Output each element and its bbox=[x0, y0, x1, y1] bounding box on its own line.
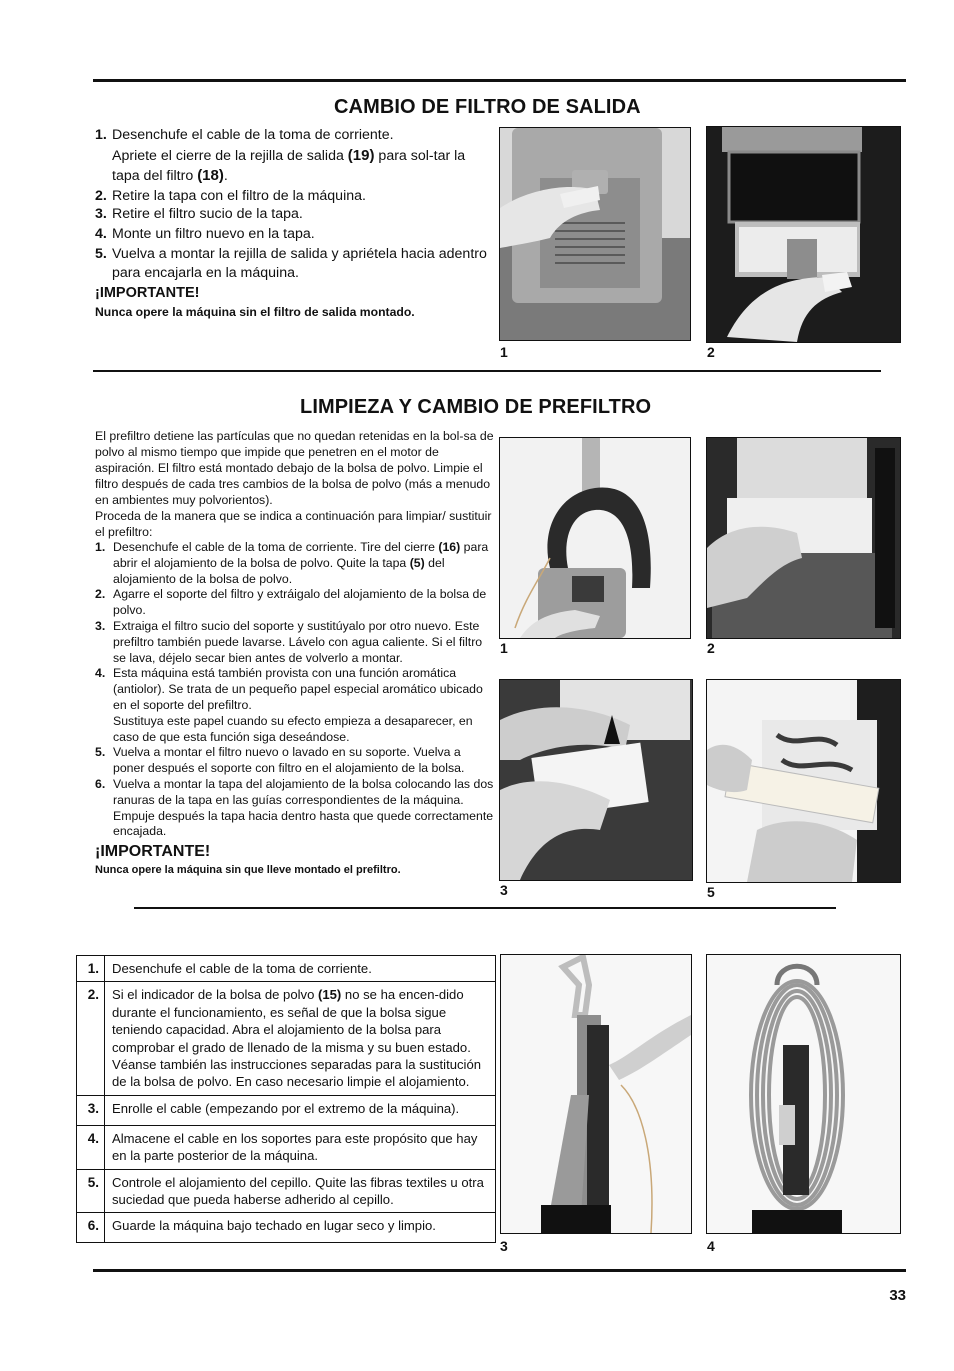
top-rule bbox=[93, 79, 906, 82]
photo-label: 2 bbox=[707, 344, 715, 360]
important-heading: ¡IMPORTANTE! bbox=[95, 843, 211, 860]
part-reference: (5) bbox=[409, 555, 425, 570]
photo-stored-cable bbox=[706, 954, 901, 1234]
table-row: 2. Si el indicador de la bolsa de polvo (15) no se ha encen-dido durante el funcionamiento, es señal de que la bolsa sigue teniendo capacidad. Abra el alojamiento de la bolsa para comprobar el grado de llenado de la misma y su buen estado. Véanse también las instrucciones separadas para la sustitución de la bolsa de polvo. En caso necesario limpie el alojamiento. bbox=[77, 982, 496, 1095]
list-item: 2. Agarre el soporte del filtro y extráigalo del alojamiento de la bolsa de polvo. bbox=[95, 587, 487, 618]
table-row: 5. Controle el alojamiento del cepillo. Quite las fibras textiles u otra suciedad que pueda haberse adherido al cepillo. bbox=[77, 1169, 496, 1213]
photo-wind-cable bbox=[500, 954, 692, 1234]
outlet-filter-steps bbox=[95, 126, 495, 284]
part-reference: (18) bbox=[197, 167, 224, 185]
photo-label: 1 bbox=[500, 640, 508, 656]
photo-label: 5 bbox=[707, 884, 715, 900]
part-reference: (15) bbox=[318, 987, 342, 1003]
part-reference: (19) bbox=[347, 146, 375, 164]
list-item: 2. Retire la tapa con el filtro de la máquina. bbox=[95, 187, 366, 204]
list-item: 5. Vuelva a montar la rejilla de salida y apriétela hacia adentro para encajarla en la máquina. bbox=[95, 245, 487, 282]
photo-label: 3 bbox=[500, 1238, 508, 1254]
list-item: 6. Vuelva a montar la tapa del alojamiento de la bolsa colocando las dos ranuras de la tapa en las guías correspondientes de la máquina. Empuje después la tapa hacia dentro hasta que quede correctamente encajada. bbox=[95, 776, 494, 839]
important-heading: ¡IMPORTANTE! bbox=[95, 285, 200, 301]
section-divider bbox=[134, 907, 836, 909]
list-item: 1. Desenchufe el cable de la toma de corriente. Apriete el cierre de la rejilla de salida (19) para sol-tar la tapa del filtro (18). bbox=[95, 127, 466, 185]
section-divider bbox=[93, 370, 881, 372]
list-item: 1. Desenchufe el cable de la toma de corriente. Tire del cierre (16) para abrir el alojamiento de la bolsa de polvo. Quite la tapa (5) del alojamiento de la bolsa de polvo. bbox=[95, 540, 489, 586]
bottom-rule bbox=[93, 1269, 906, 1272]
photo-filter-holder bbox=[706, 437, 901, 639]
list-item: 4. Monte un filtro nuevo en la tapa. bbox=[95, 225, 315, 242]
table-row: 1. Desenchufe el cable de la toma de corriente. bbox=[77, 956, 496, 982]
table-row: 6. Guarde la máquina bajo techado en lugar seco y limpio. bbox=[77, 1213, 496, 1243]
prefilter-steps bbox=[95, 540, 495, 840]
photo-label: 2 bbox=[707, 640, 715, 656]
important-note: Nunca opere la máquina sin que lleve montado el prefiltro. bbox=[95, 864, 401, 876]
photo-bag-housing-latch bbox=[499, 437, 691, 639]
list-item: 4. Esta máquina está también provista con una función aromática (antiolor). Se trata de un pequeño papel especial aromático ubicado en el soporte del prefiltro. Sustituya este papel cuando su efecto empieza a desaparecer, en caso de que esta función siga deseándose. bbox=[95, 666, 483, 744]
photo-filter-cover bbox=[706, 126, 901, 343]
page-number: 33 bbox=[889, 1287, 906, 1304]
photo-label: 3 bbox=[500, 882, 508, 898]
photo-label: 1 bbox=[500, 344, 508, 360]
list-item: 3. Extraiga el filtro sucio del soporte y sustitúyalo por otro nuevo. Este prefiltro también puede lavarse. Lávelo con agua caliente. Si el filtro se lava, déjelo secar bien antes de volverlo a montar. bbox=[95, 618, 483, 665]
list-item: 5. Vuelva a montar el filtro nuevo o lavado en su soporte. Vuelva a poner después el soporte con filtro en el alojamiento de la bolsa. bbox=[95, 745, 465, 776]
prefilter-intro: El prefiltro detiene las partículas que no quedan retenidas en la bol-sa de polvo al mismo tiempo que impide que penetren en el motor de aspiración. El filtro está montado debajo de la bolsa de polvo. Limpie el filtro después de cada tres cambios de la bolsa de polvo (más a menudo en ambientes muy polvorientos). Proceda de la manera que se indica a continuación para limpiar/ sustituir el prefiltro: bbox=[95, 429, 494, 539]
section-title-outlet-filter: CAMBIO DE FILTRO DE SALIDA bbox=[334, 96, 641, 118]
section-title-prefilter: LIMPIEZA Y CAMBIO DE PREFILTRO bbox=[300, 396, 652, 418]
important-note: Nunca opere la máquina sin el filtro de salida montado. bbox=[95, 305, 415, 319]
photo-outlet-grille bbox=[499, 127, 691, 341]
photo-label: 4 bbox=[707, 1238, 715, 1254]
table-row: 3. Enrolle el cable (empezando por el extremo de la máquina). bbox=[77, 1095, 496, 1125]
photo-aroma-paper bbox=[706, 679, 901, 883]
photo-remove-prefilter bbox=[499, 679, 693, 881]
list-item: 3. Retire el filtro sucio de la tapa. bbox=[95, 206, 303, 223]
maintenance-table bbox=[76, 955, 496, 1243]
part-reference: (16) bbox=[438, 540, 461, 554]
table-row: 4. Almacene el cable en los soportes para este propósito que hay en la parte posterior de la máquina. bbox=[77, 1125, 496, 1169]
